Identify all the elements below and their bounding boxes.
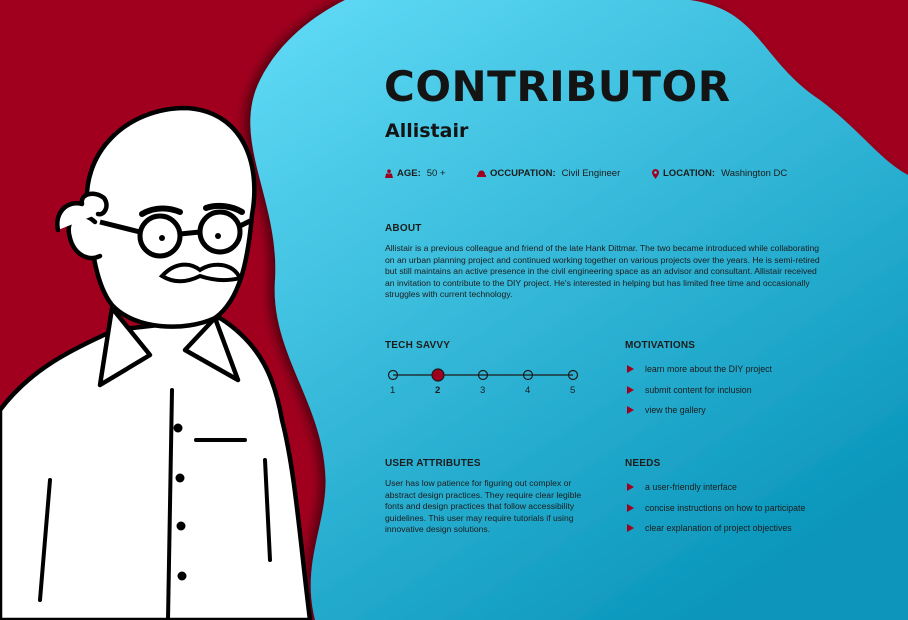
occupation-label: OCCUPATION: xyxy=(490,168,556,179)
triangle-bullet-icon xyxy=(627,483,634,491)
person-icon xyxy=(385,169,393,178)
age-value: 50 + xyxy=(426,168,446,179)
triangle-bullet-icon xyxy=(627,386,634,394)
list-item: concise instructions on how to participate xyxy=(625,498,805,519)
list-item: learn more about the DIY project xyxy=(625,359,772,380)
scale-dot-2 xyxy=(432,369,444,381)
motivations-list xyxy=(625,359,772,421)
tech-savvy-scale xyxy=(385,366,585,382)
needs-list xyxy=(625,477,805,539)
tech-savvy-heading: TECH SAVVY xyxy=(385,340,451,351)
occupation-value: Civil Engineer xyxy=(561,168,621,179)
triangle-bullet-icon xyxy=(627,365,634,373)
meta-age xyxy=(385,168,446,179)
list-item: a user-friendly interface xyxy=(625,477,805,498)
location-value: Washington DC xyxy=(721,168,788,179)
scale-label-5: 5 xyxy=(570,385,576,396)
scale-label-1: 1 xyxy=(390,385,396,396)
scale-label-3: 3 xyxy=(480,385,486,396)
user-attributes-text: User has low patience for figuring out complex or abstract design practices. They require clear legible fonts and design practices that follow accessibility guidelines. This user may require tutorials if using innovative design solutions. xyxy=(385,478,582,534)
needs-heading: NEEDS xyxy=(625,458,661,469)
about-text: Allistair is a previous colleague and friend of the late Hank Dittmar. The two became introduced while collaborating on an urban planning project and continued working together on various projects over the years. He is semi-retired but still maintains an active presence in the civil engineering space as an advisor and consultant. Allistair received an invitation to contribute to the DIY project. He's interested in helping but has limited free time and occasionally struggles with current technology. xyxy=(385,243,820,299)
persona-name: Allistair xyxy=(385,120,469,142)
role-title: CONTRIBUTOR xyxy=(384,62,731,111)
hard-hat-icon xyxy=(477,170,486,177)
age-label: AGE: xyxy=(397,168,421,179)
triangle-bullet-icon xyxy=(627,524,634,532)
triangle-bullet-icon xyxy=(627,406,634,414)
user-attributes-heading: USER ATTRIBUTES xyxy=(385,458,481,469)
meta-location xyxy=(652,168,787,179)
persona-illustration xyxy=(0,0,330,620)
motivations-heading: MOTIVATIONS xyxy=(625,340,696,351)
list-item: clear explanation of project objectives xyxy=(625,518,805,539)
location-label: LOCATION: xyxy=(663,168,716,179)
list-item: submit content for inclusion xyxy=(625,380,772,401)
list-item: view the gallery xyxy=(625,400,772,421)
about-heading: ABOUT xyxy=(385,223,422,234)
scale-label-2: 2 xyxy=(435,385,441,396)
map-pin-icon xyxy=(652,169,659,179)
scale-label-4: 4 xyxy=(525,385,531,396)
meta-occupation xyxy=(477,168,620,179)
triangle-bullet-icon xyxy=(627,504,634,512)
